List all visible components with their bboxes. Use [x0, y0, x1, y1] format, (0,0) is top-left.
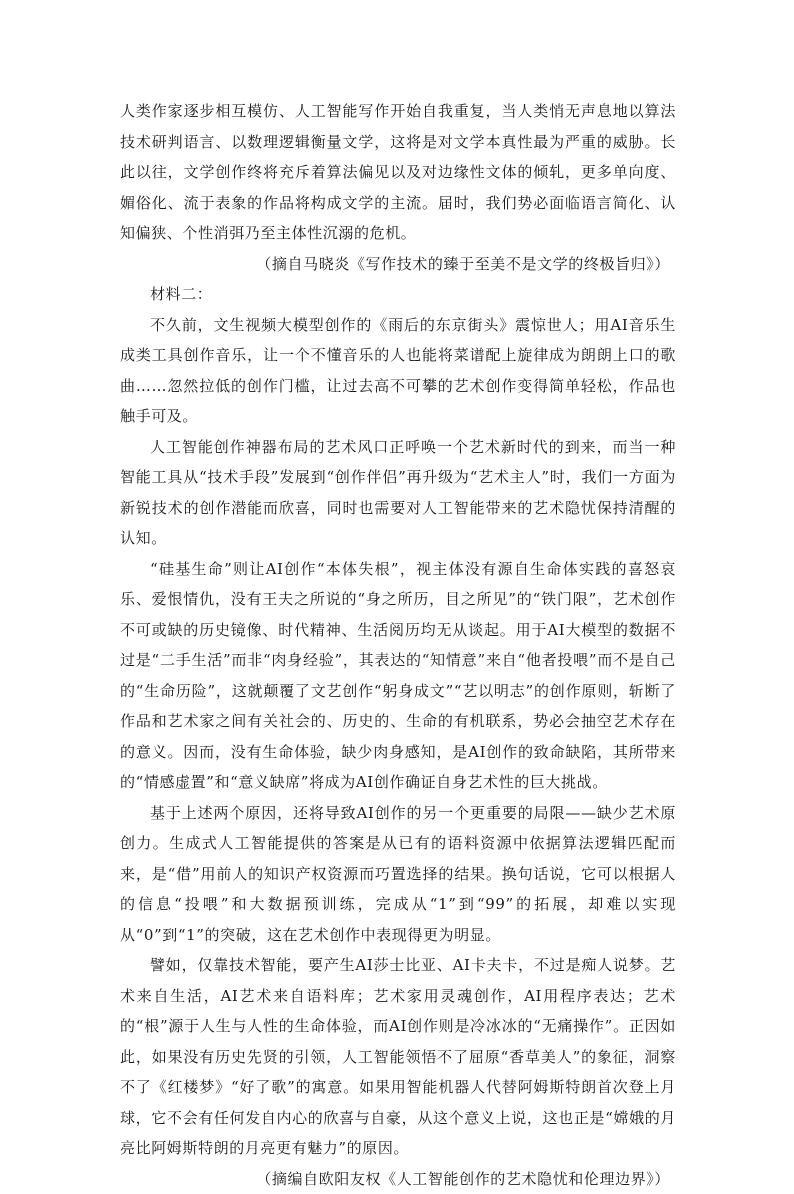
paragraph-2: 人工智能创作神器布局的艺术风口正呼唤一个艺术新时代的到来，而当一种智能工具从“技术手段”发展到“创作伴侣”再升级为“艺术主人”时，我们一方面为新锐技术的创作潜能而欣喜，同时也需要对人工智能带来的艺术隐忧保持清醒的认知。 — [120, 432, 676, 554]
paragraph-1: 不久前，文生视频大模型创作的《雨后的东京街头》震惊世人；用AI音乐生成类工具创作音乐，让一个不懂音乐的人也能将菜谱配上旋律成为朗朗上口的歌曲……忽然拉低的创作门槛，让过去高不可攀的艺术创作变得简单轻松，作品也触手可及。 — [120, 310, 676, 432]
document-body — [120, 96, 676, 1194]
citation-material-1: （摘自马晓炎《写作技术的臻于至美不是文学的终极旨归》） — [120, 249, 670, 280]
paragraph-4: 基于上述两个原因，还将导致AI创作的另一个更重要的局限——缺少艺术原创力。生成式人工智能提供的答案是从已有的语料资源中依据算法逻辑匹配而来，是“借”用前人的知识产权资源而巧置选择的结果。换句话说，它可以根据人的信息“投喂”和大数据预训练，完成从“1”到“99”的拓展，却难以实现从“0”到“1”的突破，这在艺术创作中表现得更为明显。 — [120, 798, 676, 951]
opening-paragraph: 人类作家逐步相互模仿、人工智能写作开始自我重复，当人类悄无声息地以算法技术研判语言、以数理逻辑衡量文学，这将是对文学本真性最为严重的威胁。长此以往，文学创作终将充斥着算法偏见以及对边缘性文体的倾轧，更多单向度、媚俗化、流于表象的作品将构成文学的主流。届时，我们势必面临语言简化、认知偏狭、个性消弭乃至主体性沉溺的危机。 — [120, 96, 676, 249]
material-2-label: 材料二： — [120, 279, 676, 310]
paragraph-5: 譬如，仅靠技术智能，要产生AI莎士比亚、AI卡夫卡，不过是痴人说梦。艺术来自生活，AI艺术来自语料库；艺术家用灵魂创作，AI用程序表达；艺术的“根”源于人生与人性的生命体验，而AI创作则是冷冰冰的“无痛操作”。正因如此，如果没有历史先贤的引领，人工智能领悟不了屈原“香草美人”的象征，洞察不了《红楼梦》“好了歌”的寓意。如果用智能机器人代替阿姆斯特朗首次登上月球，它不会有任何发自内心的欣喜与自豪，从这个意义上说，这也正是“嫦娥的月亮比阿姆斯特朗的月亮更有魅力”的原因。 — [120, 950, 676, 1164]
paragraph-3: “硅基生命”则让AI创作“本体失根”，视主体没有源自生命体实践的喜怒哀乐、爱恨情仇，没有王夫之所说的“身之所历，目之所见”的“铁门限”，艺术创作不可或缺的历史镜像、时代精神、生活阅历均无从谈起。用于AI大模型的数据不过是“二手生活”而非“肉身经验”，其表达的“知情意”来自“他者投喂”而不是自己的“生命历险”，这就颠覆了文艺创作“躬身成文”“艺以明志”的创作原则，斩断了作品和艺术家之间有关社会的、历史的、生命的有机联系，势必会抽空艺术存在的意义。因而，没有生命体验，缺少肉身感知，是AI创作的致命缺陷，其所带来的“情感虚置”和“意义缺席”将成为AI创作确证自身艺术性的巨大挑战。 — [120, 554, 676, 798]
citation-material-2: （摘编自欧阳友权《人工智能创作的艺术隐忧和伦理边界》） — [120, 1164, 670, 1194]
